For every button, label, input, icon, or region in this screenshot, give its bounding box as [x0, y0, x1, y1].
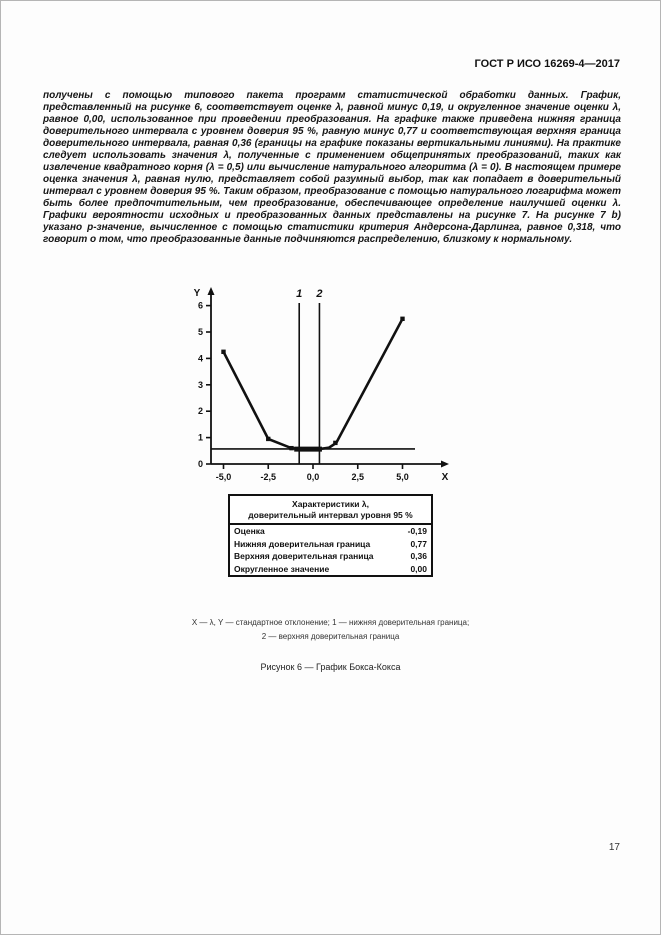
table-header-line2: доверительный интервал уровня 95 % [248, 510, 413, 520]
table-row [230, 538, 431, 551]
svg-text:X: X [441, 472, 449, 483]
svg-text:0: 0 [197, 459, 203, 469]
svg-text:Y: Y [193, 288, 201, 299]
row-value: -0,19 [407, 526, 427, 536]
row-value: 0,77 [410, 538, 427, 549]
figure-6-chart-area [183, 283, 453, 488]
table-header-line1: Характеристики λ, [292, 499, 369, 509]
svg-text:2: 2 [316, 288, 323, 300]
document-number: ГОСТ Р ИСО 16269-4—2017 [474, 58, 620, 70]
svg-text:1: 1 [197, 432, 203, 443]
page-number: 17 [608, 842, 620, 853]
table-row [230, 525, 431, 538]
figure-footnote [0, 616, 661, 644]
svg-text:5: 5 [197, 327, 203, 337]
svg-text:6: 6 [197, 300, 203, 311]
body-paragraph: получены с помощью типового пакета программ статистической обработки данных. График, представленный на рисунке 6, соответствует оценке λ, равной минус 0,19, и округленное значение оценки λ, равное 0,00, использованное при проведении преобразования. На графике также приведена нижняя граница доверительного интервала с уровнем доверия 95 %, равную минус 0,77 и соответствующая верхняя граница доверительного интервала, равная 0,36 (границы на графике показаны вертикальными линиями). На практике следует использовать значения λ, полученные с применением общепринятых преобразований, таких как извлечение квадратного корня (λ = 0,5) или вычисление натурального алгоритма (λ = 0). В настоящем примере оценка значения λ, равная нулю, представляет собой разумный выбор, так как попадает в доверительный интервал с уровнем доверия 95 %. Таким образом, преобразование с помощью натурального логарифма может быть более предпочтительным, чем преобразование, обеспечивающее определение наилучшей оценки λ. Графики вероятности исходных и преобразованных данных представлены на рисунке 7. На рисунке 7 b) указано p-значение, вычисленное с помощью статистики критерия Андерсона-Дарлинга, равное 0,318, что говорит о том, что преобразованные данные подчиняются распределению, близкому к нормальному. [43, 90, 621, 245]
row-label: Округленное значение [234, 563, 330, 574]
svg-text:0,0: 0,0 [306, 472, 320, 482]
box-cox-chart [183, 283, 453, 488]
svg-text:-2,5: -2,5 [260, 472, 277, 482]
characteristics-table [228, 494, 433, 577]
svg-text:2,5: 2,5 [351, 472, 365, 482]
svg-text:2: 2 [197, 406, 203, 417]
figure-footnote-line2: 2 — верхняя доверительная граница [261, 632, 400, 641]
figure-footnote-line1: X — λ, Y — стандартное отклонение; 1 — нижняя доверительная граница; [191, 618, 470, 627]
svg-text:3: 3 [197, 379, 203, 390]
table-header [230, 496, 431, 525]
table-row [230, 550, 431, 563]
row-value: 0,00 [410, 563, 427, 574]
svg-text:-5,0: -5,0 [215, 472, 232, 482]
svg-text:4: 4 [197, 353, 203, 364]
row-label: Верхняя доверительная граница [234, 551, 374, 561]
row-value: 0,36 [410, 551, 427, 561]
svg-text:1: 1 [296, 288, 303, 300]
row-label: Оценка [234, 526, 265, 536]
svg-text:5,0: 5,0 [396, 472, 409, 482]
table-row [230, 563, 431, 576]
figure-caption: Рисунок 6 — График Бокса-Кокса [260, 662, 401, 672]
row-label: Нижняя доверительная граница [234, 538, 371, 549]
